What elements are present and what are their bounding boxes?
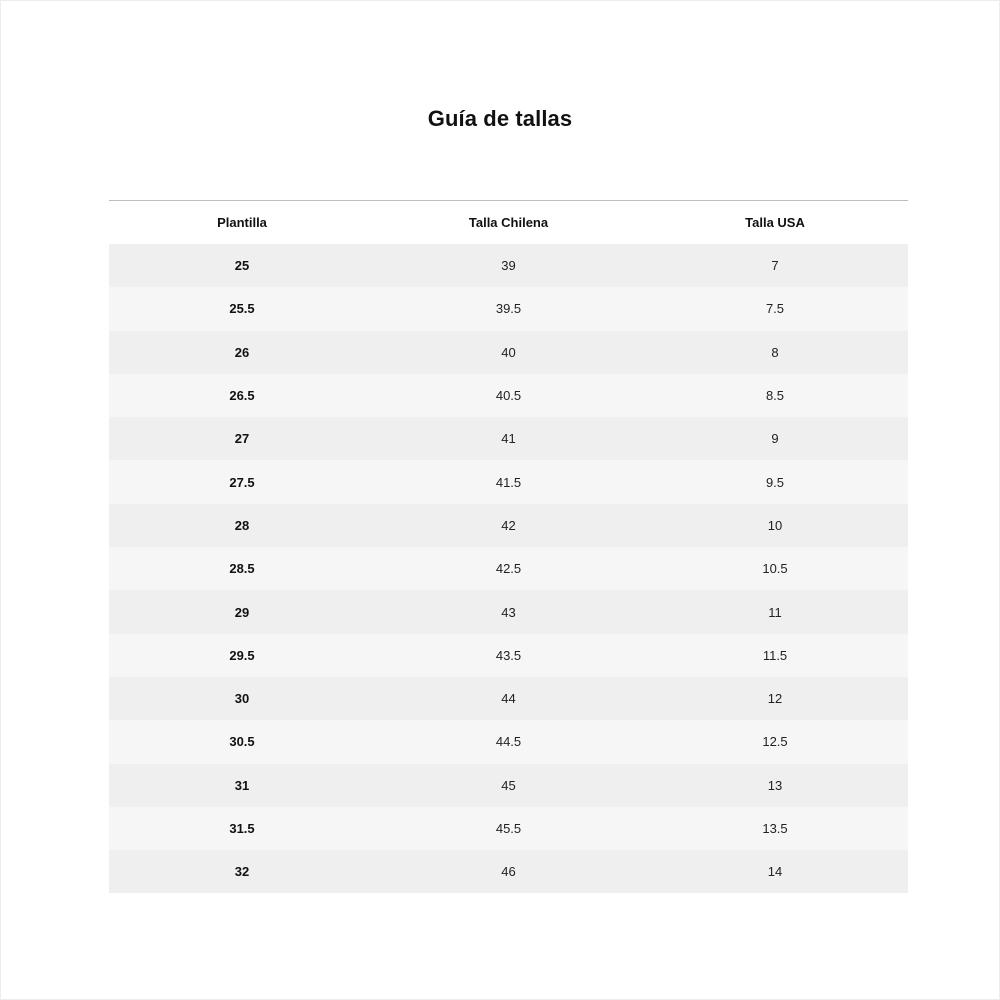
- cell-plantilla: 25.5: [229, 301, 255, 317]
- cell-talla-usa: 8.5: [765, 388, 785, 404]
- table-row: [109, 850, 908, 893]
- cell-plantilla: 29: [234, 604, 250, 620]
- table-header-row: [109, 201, 908, 245]
- cell-plantilla: 30: [234, 691, 250, 707]
- cell-talla-usa: 13: [767, 777, 783, 793]
- cell-plantilla: 31.5: [229, 821, 255, 836]
- table-row: [109, 677, 908, 720]
- table-row: [109, 374, 908, 417]
- cell-plantilla: 27.5: [229, 474, 255, 490]
- cell-talla-usa: 9: [771, 431, 779, 447]
- table-row: [109, 807, 908, 850]
- table-row: [109, 547, 908, 590]
- cell-talla-usa: 14: [767, 864, 783, 880]
- cell-plantilla: 26.5: [229, 388, 255, 404]
- table-row: [109, 504, 908, 547]
- table-row: [109, 634, 908, 677]
- page-title: Guía de tallas: [427, 106, 573, 131]
- cell-talla-usa: 12.5: [762, 734, 788, 750]
- cell-plantilla: 28: [234, 517, 250, 533]
- cell-plantilla: 31: [234, 777, 250, 793]
- cell-talla-usa: 9.5: [765, 474, 785, 490]
- cell-talla-chilena: 45: [501, 777, 516, 793]
- cell-talla-usa: 10: [767, 517, 783, 533]
- cell-talla-chilena: 43: [501, 604, 516, 620]
- cell-talla-usa: 11: [768, 604, 782, 620]
- cell-plantilla: 27: [234, 431, 250, 447]
- table-row: [109, 287, 908, 330]
- cell-talla-chilena: 39.5: [495, 301, 522, 317]
- table-row: [109, 460, 908, 503]
- table-row: [109, 244, 908, 287]
- cell-plantilla: 28.5: [229, 561, 255, 577]
- header-plantilla: Plantilla: [109, 201, 375, 245]
- header-talla-chilena: Talla Chilena: [375, 201, 642, 245]
- table-row: [109, 720, 908, 763]
- cell-talla-chilena: 44: [501, 691, 516, 707]
- cell-talla-chilena: 45.5: [495, 821, 522, 836]
- cell-talla-chilena: 41: [501, 431, 516, 447]
- cell-talla-usa: 7: [771, 258, 779, 274]
- table-row: [109, 417, 908, 460]
- table-row: [109, 331, 908, 374]
- header-talla-usa: Talla USA: [642, 201, 908, 245]
- table-body: [109, 244, 908, 893]
- cell-talla-usa: 12: [767, 691, 783, 707]
- cell-talla-usa: 13.5: [762, 821, 788, 836]
- cell-talla-chilena: 41.5: [495, 474, 522, 490]
- table-row: [109, 590, 908, 633]
- cell-talla-usa: 11.5: [762, 647, 788, 663]
- cell-plantilla: 32: [234, 864, 250, 880]
- cell-talla-chilena: 44.5: [495, 734, 522, 750]
- cell-plantilla: 26: [234, 344, 250, 360]
- cell-talla-usa: 7.5: [765, 301, 785, 317]
- table-row: [109, 764, 908, 807]
- cell-talla-chilena: 40.5: [495, 388, 522, 404]
- cell-talla-chilena: 42: [501, 517, 516, 533]
- cell-talla-usa: 10.5: [762, 561, 788, 577]
- cell-talla-chilena: 39: [501, 258, 516, 274]
- cell-talla-chilena: 46: [501, 864, 516, 880]
- cell-talla-chilena: 43.5: [495, 647, 522, 663]
- cell-plantilla: 25: [234, 258, 250, 274]
- cell-plantilla: 30.5: [229, 734, 255, 750]
- size-guide-table: [109, 200, 908, 893]
- cell-talla-chilena: 40: [501, 344, 516, 360]
- cell-talla-usa: 8: [771, 344, 779, 360]
- cell-talla-chilena: 42.5: [495, 561, 522, 577]
- cell-plantilla: 29.5: [229, 647, 255, 663]
